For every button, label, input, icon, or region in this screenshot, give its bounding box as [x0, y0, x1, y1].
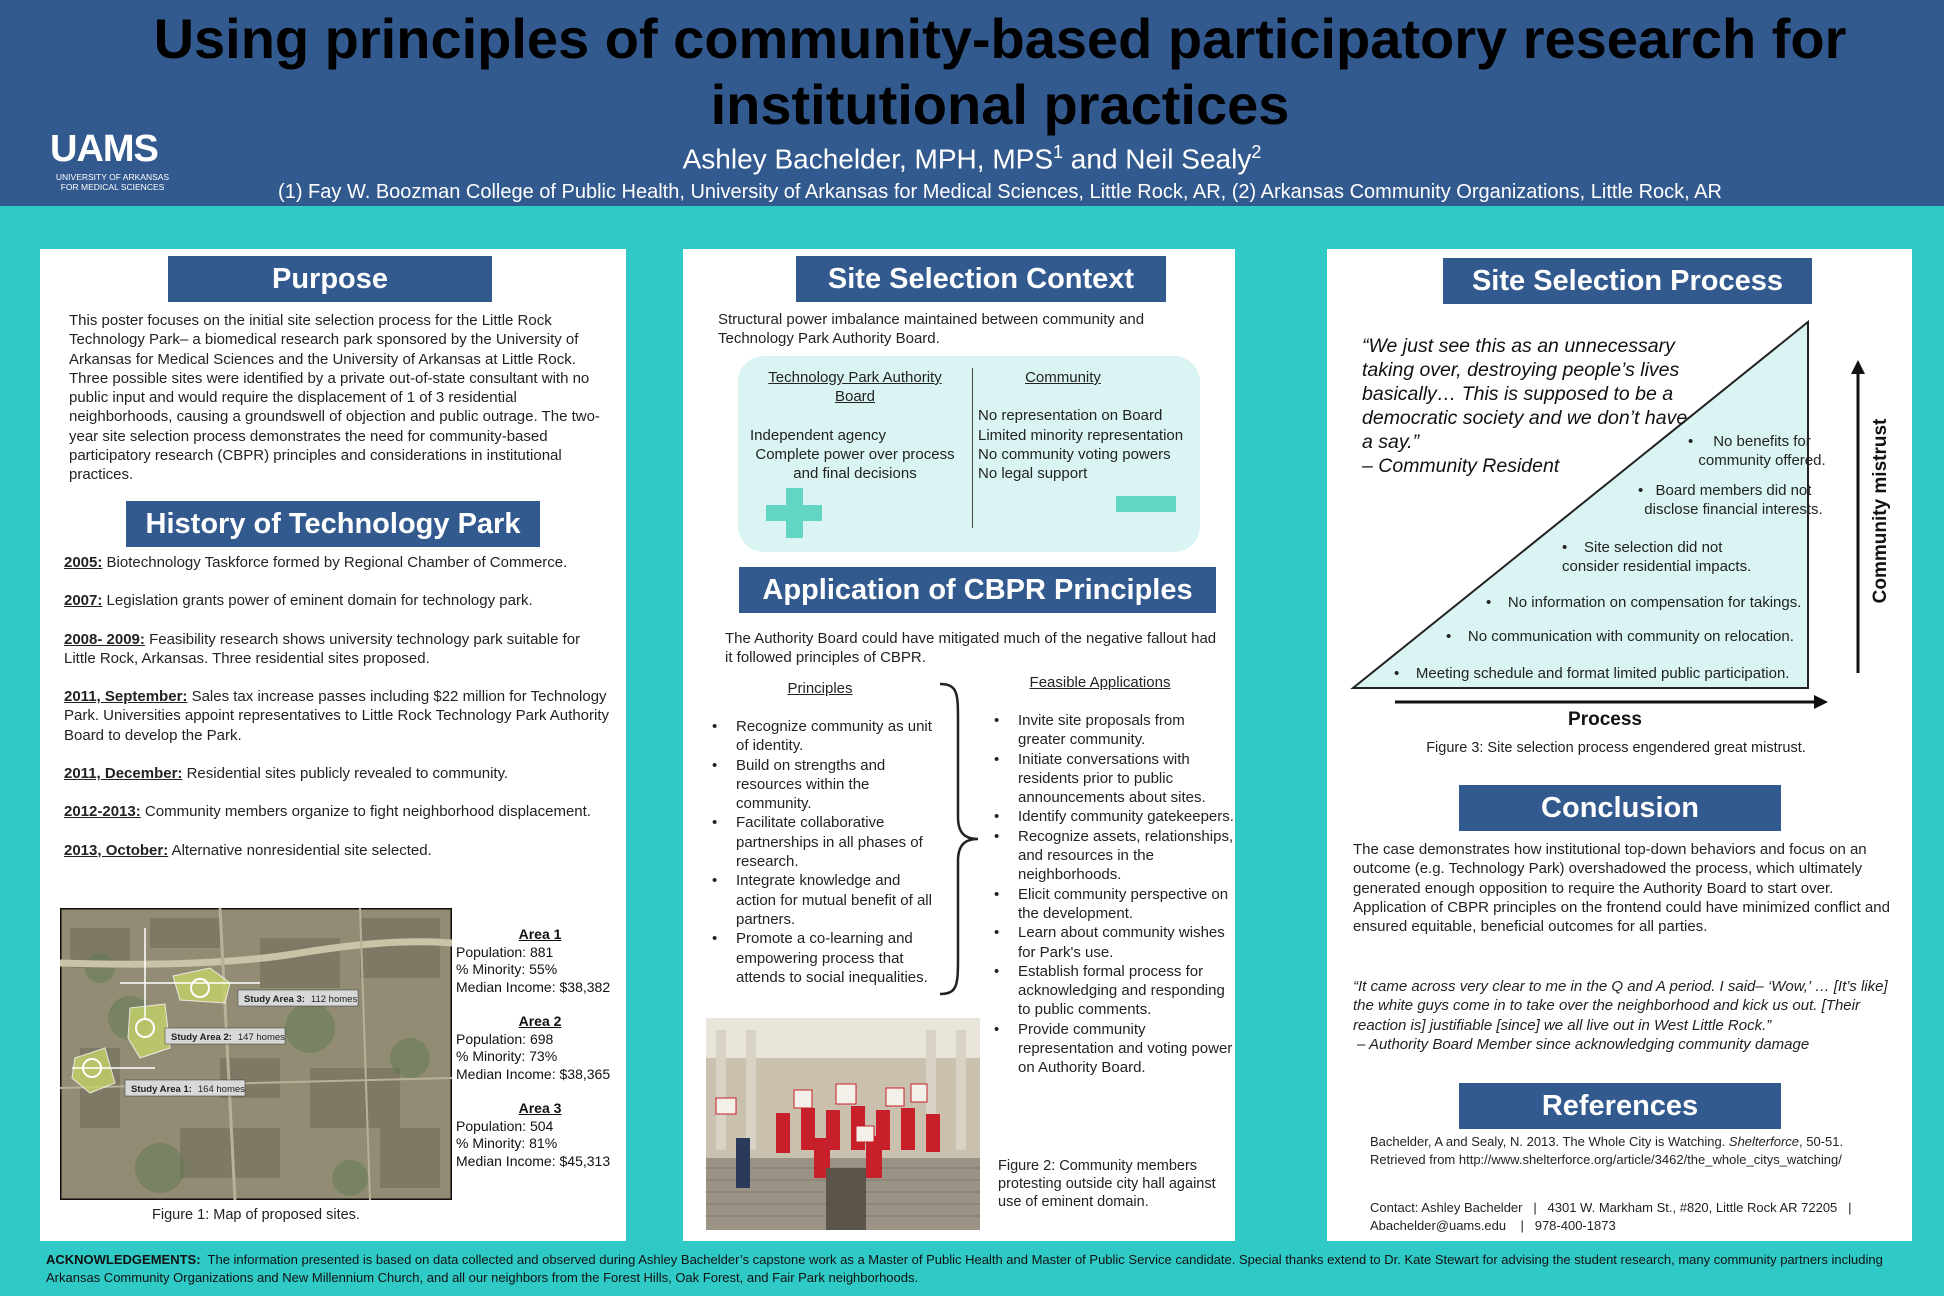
application-item: • Elicit community perspective on the development. — [1018, 885, 1235, 924]
svg-text:Study Area 2:147 homes — [171, 1032, 285, 1043]
history-text: Biotechnology Taskforce formed by Regional Chamber of Commerce. — [102, 554, 568, 571]
mistrust-item-text: No benefits for community offered. — [1698, 433, 1826, 469]
map-label-area1: Study Area 1: — [131, 1084, 192, 1095]
contact-info: Contact: Ashley Bachelder | 4301 W. Markham St., #820, Little Rock AR 72205 | Abachelder@uams.edu | 978-400-1873 — [1370, 1200, 1866, 1233]
poster-header — [0, 0, 1944, 206]
conclusion-heading: Conclusion — [1459, 785, 1781, 831]
history-item — [64, 591, 609, 610]
history-item — [64, 553, 609, 572]
context-intro: Structural power imbalance maintained between community and Technology Park Authority Board. — [718, 311, 1145, 348]
mistrust-item-text: No communication with community on relocation. — [1467, 628, 1794, 645]
area-1-stats — [456, 926, 626, 996]
acknowledgements-text: The information presented is based on data collected and observed during Ashley Bachelder’s capstone work as a Master of Public Health and Master of Public Service candidate. Special thanks extend to Dr. Kate Stewart for advising the student research, many community partners including Arkansas Community Organizations and New Millennium Church, and all our neighbors from the Forest Hills, Oak Forest, and Fair Park neighborhoods. — [46, 1252, 1886, 1285]
map-label-area2-homes: 147 homes — [237, 1032, 285, 1043]
application-item: • Provide community representation and voting power on Authority Board. — [1018, 1020, 1235, 1078]
affiliations: (1) Fay W. Boozman College of Public Health, University of Arkansas for Medical Sciences, Little Rock, AR, (2) Arkansas Community Organizations, Little Rock, AR — [278, 181, 1722, 203]
author-1: Ashley Bachelder, MPH, MPS — [682, 143, 1053, 175]
map-label-area3-homes: 112 homes — [310, 994, 358, 1005]
board-item: Independent agency — [750, 426, 886, 444]
history-item — [64, 630, 609, 669]
history-item — [64, 802, 609, 821]
principle-item: • Promote a co-learning and empowering process that attends to social inequalities. — [736, 929, 938, 987]
figure-1-caption: Figure 1: Map of proposed sites. — [152, 1207, 360, 1223]
context-heading: Site Selection Context — [796, 256, 1166, 302]
history-date: 2008- 2009: — [64, 630, 145, 648]
history-item — [64, 687, 609, 745]
reference-text-2: , 50-51. Retrieved from http://www.shelterforce.org/article/3462/the_whole_citys_watching/ — [1370, 1134, 1844, 1167]
history-date: 2005: — [64, 554, 103, 571]
principle-item: • Integrate knowledge and action for mutual benefit of all partners. — [736, 871, 938, 929]
history-item — [64, 764, 609, 783]
principle-item: • Build on strengths and resources within the community. — [736, 756, 938, 814]
community-item: Limited minority representation — [978, 426, 1184, 444]
mistrust-item: • No information on compensation for takings. — [1486, 594, 1802, 611]
author-2-affil: 2 — [1251, 142, 1262, 162]
protest-photo — [706, 1018, 980, 1230]
x-axis-label: Process — [1568, 709, 1642, 730]
cbpr-heading: Application of CBPR Principles — [739, 567, 1216, 613]
area-income: Median Income: $38,382 — [456, 978, 611, 995]
purpose-text: This poster focuses on the initial site selection process for the Little Rock Technology Park– a biomedical research park sponsored by the University of Arkansas for Medical Sciences and the University of Arkansas at Little Rock. Three possible sites were identified by a private out-of-state consultant with no public input and would require the displacement of 1 of 3 residential neighborhoods, causing a groundswell of objection and public outrage. The two-year site selection process demonstrates the need for community-based participatory research (CBPR) principles and considerations in institutional practices. — [69, 312, 600, 484]
principles-list — [708, 717, 938, 987]
mistrust-item: • No communication with community on relocation. — [1446, 628, 1794, 645]
reference-entry — [1370, 1133, 1870, 1168]
history-date: 2007: — [64, 592, 103, 610]
minus-icon — [1116, 496, 1176, 512]
application-item: • Identify community gatekeepers. — [1018, 807, 1235, 826]
cbpr-intro: The Authority Board could have mitigated much of the negative fallout had it followed principles of CBPR. — [725, 630, 1217, 667]
community-item: No legal support — [978, 465, 1088, 483]
author-2: and Neil Sealy — [1063, 143, 1252, 175]
acknowledgements-label: ACKNOWLEDGEMENTS: — [46, 1252, 201, 1267]
process-heading: Site Selection Process — [1443, 258, 1812, 304]
history-heading: History of Technology Park — [126, 501, 540, 547]
area-population: Population: 504 — [456, 1117, 554, 1134]
board-column-head: Technology Park Authority Board — [768, 369, 942, 406]
references-heading: References — [1459, 1083, 1781, 1129]
mistrust-item: • Site selection did not consider residential impacts. — [1562, 539, 1752, 575]
area-name: Area 3 — [518, 1100, 562, 1116]
application-item: • Initiate conversations with residents prior to public announcements about sites. — [1018, 750, 1235, 808]
map-label-area2: Study Area 2: — [171, 1032, 232, 1043]
history-text: Legislation grants power of eminent domain for technology park. — [102, 592, 533, 610]
board-member-quote-text: “It came across very clear to me in the Q and A period. I said– ‘Wow,’ … [It’s like] the white guys come in to take over the neighborhood and kick us out. [Their reaction is] justifiable [since] we all live out in West Little Rock.” — [1353, 978, 1888, 1034]
area-2-stats — [456, 1013, 626, 1083]
authors — [0, 142, 1944, 175]
poster-title: Using principles of community-based participatory research for institutional practices — [153, 7, 1847, 136]
history-text: Feasibility research shows university technology park suitable for Little Rock, Arkansas. Three residential sites proposed. — [64, 630, 581, 667]
history-text: Alternative nonresidential site selected. — [168, 841, 432, 859]
mistrust-item-text: No information on compensation for takings. — [1507, 594, 1802, 611]
history-date: 2012-2013: — [64, 803, 141, 821]
area-name: Area 1 — [518, 926, 562, 942]
reference-text: Bachelder, A and Sealy, N. 2013. The Whole City is Watching. — [1370, 1134, 1729, 1149]
area-minority: % Minority: 55% — [456, 961, 558, 977]
history-date: 2013, October: — [64, 841, 169, 859]
area-population: Population: 698 — [456, 1030, 554, 1047]
application-item: • Learn about community wishes for Park's use. — [1018, 923, 1235, 962]
history-text: Community members organize to fight neighborhood displacement. — [140, 803, 591, 821]
mistrust-item-text: Meeting schedule and format limited public participation. — [1415, 665, 1790, 682]
logo-subtitle: UNIVERSITY OF ARKANSAS FOR MEDICAL SCIENCES — [55, 172, 170, 192]
resident-quote-attribution: – Community Resident — [1362, 455, 1560, 477]
application-item: • Recognize assets, relationships, and resources in the neighborhoods. — [1018, 827, 1235, 885]
comparison-divider — [972, 368, 973, 528]
history-item — [64, 841, 609, 860]
author-1-affil: 1 — [1053, 142, 1064, 162]
area-income: Median Income: $38,365 — [456, 1065, 611, 1082]
figure-2-caption: Figure 2: Community members protesting outside city hall against use of eminent domain. — [998, 1158, 1216, 1210]
reference-journal: Shelterforce — [1728, 1134, 1799, 1149]
mistrust-item-text: Site selection did not consider residential impacts. — [1562, 539, 1752, 575]
history-date: 2011, December: — [64, 765, 183, 783]
community-column-head: Community — [1025, 369, 1101, 386]
board-member-quote-attribution: – Authority Board Member since acknowledging community damage — [1357, 1035, 1810, 1053]
mistrust-item: • No benefits for community offered. — [1688, 433, 1826, 469]
svg-text:Study Area 1:164 homes — [131, 1084, 245, 1095]
purpose-heading: Purpose — [168, 256, 492, 302]
applications-heading: Feasible Applications — [1029, 674, 1171, 691]
community-item: No community voting powers — [978, 445, 1171, 463]
curly-brace-icon — [934, 682, 982, 996]
map-label-area1-homes: 164 homes — [197, 1084, 245, 1095]
board-member-quote — [1353, 977, 1893, 1054]
area-minority: % Minority: 73% — [456, 1048, 558, 1064]
community-column — [978, 368, 1198, 483]
community-item: No representation on Board — [978, 407, 1163, 425]
principles-heading: Principles — [787, 680, 853, 697]
applications-list — [990, 711, 1235, 1078]
map-label-area3: Study Area 3: — [244, 994, 305, 1005]
history-timeline — [64, 553, 609, 879]
history-text: Residential sites publicly revealed to community. — [182, 765, 509, 783]
history-date: 2011, September: — [64, 688, 188, 706]
board-item: Complete power over process and final decisions — [755, 445, 955, 483]
conclusion-text: The case demonstrates how institutional top-down behaviors and focus on an outcome (e.g. Technology Park) overshadowed the process, which ultimately generated enough opposition to require the Authority Board to start over. Application of CBPR principles on the frontend could have minimized conflict and ensured equitable, beneficial outcomes for all parties. — [1353, 841, 1890, 936]
area-name: Area 2 — [518, 1013, 562, 1029]
resident-quote-text: “We just see this as an unnecessary taking over, destroying people’s lives basically… This is supposed to be a democratic society and we don’t have a say.” — [1362, 335, 1688, 453]
y-axis-label: Community mistrust — [1870, 418, 1891, 604]
svg-text:Study Area 3:112 homes — [244, 994, 357, 1005]
principle-item: • Facilitate collaborative partnerships in all phases of research. — [736, 813, 938, 871]
mistrust-item-text: Board members did not disclose financial interests. — [1644, 482, 1823, 518]
application-item: • Establish formal process for acknowledging and responding to public comments. — [1018, 962, 1235, 1020]
history-text: Sales tax increase passes including $22 million for Technology Park. Universities appoint representatives to Little Rock Technology Park Authority Board to develop the Park. — [64, 688, 609, 744]
site-map — [60, 908, 452, 1200]
area-income: Median Income: $45,313 — [456, 1152, 611, 1169]
board-column — [742, 368, 968, 483]
resident-quote — [1362, 334, 1702, 478]
area-minority: % Minority: 81% — [456, 1135, 558, 1151]
principle-item: • Recognize community as unit of identity. — [736, 717, 938, 756]
mistrust-item: • Board members did not disclose financial interests. — [1638, 482, 1823, 518]
area-3-stats — [456, 1100, 626, 1170]
mistrust-item: • Meeting schedule and format limited public participation. — [1394, 665, 1790, 682]
acknowledgements — [46, 1251, 1906, 1287]
logo-wordmark: UAMS — [50, 128, 158, 170]
application-item: • Invite site proposals from greater community. — [1018, 711, 1235, 750]
plus-icon — [766, 488, 822, 538]
figure-3-caption: Figure 3: Site selection process engendered great mistrust. — [1426, 740, 1806, 756]
area-population: Population: 881 — [456, 943, 554, 960]
